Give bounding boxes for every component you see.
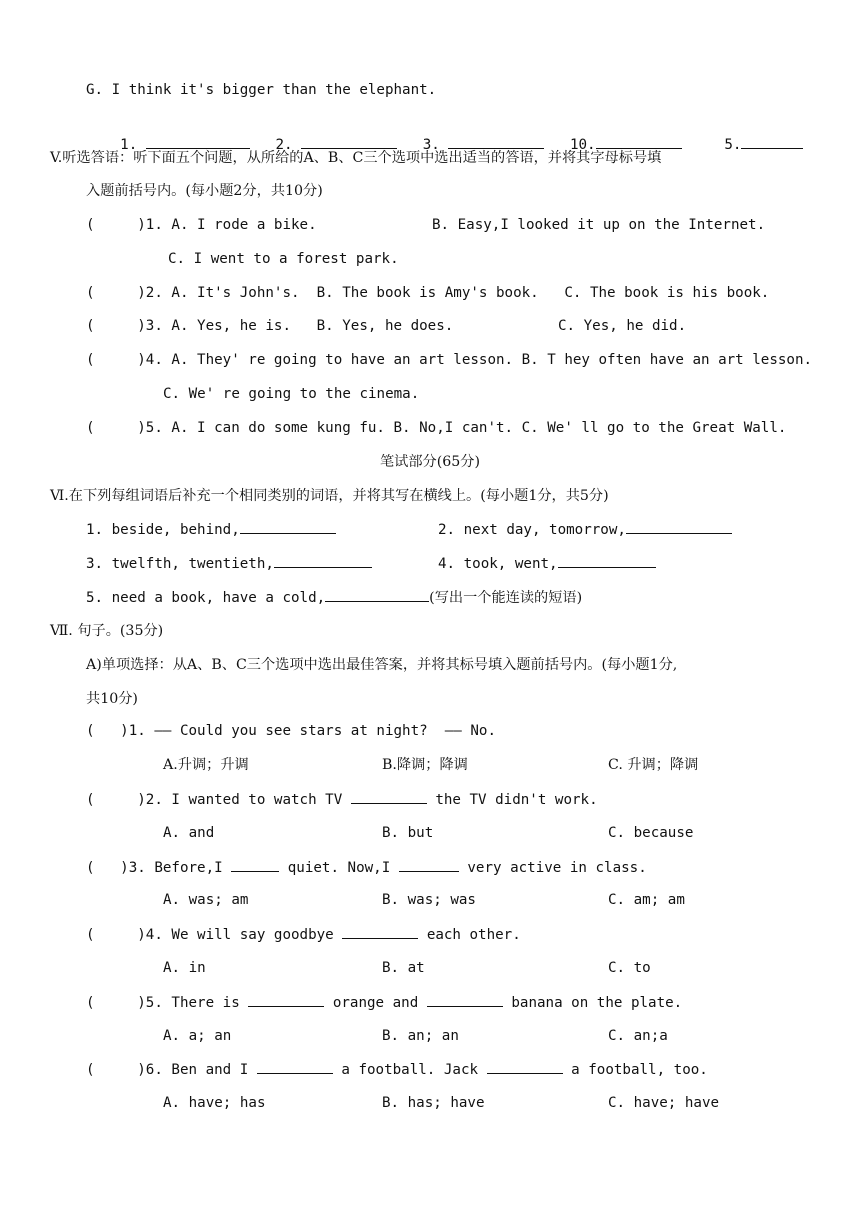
answer-label-1: 1. — [120, 137, 138, 153]
s7-q2-option-a: A. and — [163, 825, 215, 841]
s5-q1: ( )1. A. I rode a bike. — [86, 217, 317, 233]
s7-q3-blank-2[interactable] — [399, 857, 459, 872]
s7-q2-text-end: the TV didn't work. — [435, 792, 598, 808]
s7-q4-text-end: each other. — [426, 927, 521, 943]
s7-q5-text: ( )5. There is — [86, 995, 240, 1011]
s7-q3-blank-1[interactable] — [231, 857, 279, 872]
s7-q4-blank[interactable] — [342, 924, 418, 939]
answer-blank-10[interactable] — [596, 134, 682, 149]
section-6-title: Ⅵ.在下列每组词语后补充一个相同类别的词语，并将其写在横线上。(每小题1分，共5分) — [50, 488, 609, 504]
answer-blank-2[interactable] — [301, 134, 397, 149]
s7-q3-text: ( )3. Before,I — [86, 860, 223, 876]
answer-label-3: 3. — [422, 137, 440, 153]
written-part-heading: 笔试部分(65分) — [379, 454, 481, 470]
s7-q1-option-c: C. 升调；降调 — [608, 757, 699, 773]
answer-label-10: 10. — [569, 137, 596, 153]
s7-q3-text-mid: quiet. Now,I — [287, 860, 391, 876]
s7-q6-blank-1[interactable] — [257, 1059, 333, 1074]
s7-q3 — [86, 857, 647, 878]
s6-item-5 — [86, 587, 582, 608]
s7-q1: ( )1. —— Could you see stars at night? —— No. — [86, 723, 496, 739]
section-7-sub-title-cont: 共10分) — [86, 691, 138, 707]
s7-q3-option-a: A. was; am — [163, 892, 249, 908]
s6-item-1 — [86, 519, 336, 540]
s7-q6-blank-2[interactable] — [487, 1059, 563, 1074]
answer-blank-5[interactable] — [741, 134, 803, 149]
s5-q3: ( )3. A. Yes, he is. B. Yes, he does. — [86, 318, 454, 334]
s7-q3-text-end: very active in class. — [467, 860, 647, 876]
s7-q6-text: ( )6. Ben and I — [86, 1062, 249, 1078]
s7-q2-option-b: B. but — [382, 825, 434, 841]
s6-item-2-text: 2. next day, tomorrow, — [438, 522, 626, 538]
s7-q6 — [86, 1059, 708, 1080]
s5-q2: ( )2. A. It's John's. B. The book is Amy's book. C. The book is his book. — [86, 285, 770, 301]
s7-q1-option-a: A.升调；升调 — [163, 757, 249, 773]
s7-q6-option-b: B. has; have — [382, 1095, 485, 1111]
s6-blank-5[interactable] — [325, 587, 429, 602]
s6-blank-1[interactable] — [240, 519, 336, 534]
answer-blank-1[interactable] — [146, 134, 250, 149]
s7-q6-option-c: C. have; have — [608, 1095, 720, 1111]
s5-q5: ( )5. A. I can do some kung fu. B. No,I can't. C. We' ll go to the Great Wall. — [86, 420, 787, 436]
s6-item-5-note: (写出一个能连读的短语) — [429, 590, 583, 606]
s6-item-1-text: 1. beside, behind, — [86, 522, 240, 538]
s7-q4-option-a: A. in — [163, 960, 206, 976]
s5-q4-option-c: C. We' re going to the cinema. — [163, 386, 420, 402]
answer-label-2: 2. — [275, 137, 293, 153]
s7-q5-text-end: banana on the plate. — [511, 995, 683, 1011]
answer-label-5: 5. — [724, 137, 742, 153]
s7-q5-blank-2[interactable] — [427, 992, 503, 1007]
s7-q4-option-b: B. at — [382, 960, 425, 976]
s5-q1-option-b: B. Easy,I looked it up on the Internet. — [432, 217, 766, 233]
s7-q5 — [86, 992, 682, 1013]
s6-item-3 — [86, 553, 372, 574]
s7-q5-text-mid: orange and — [332, 995, 419, 1011]
s6-blank-4[interactable] — [558, 553, 656, 568]
section-7-sub-title: A)单项选择：从A、B、C三个选项中选出最佳答案，并将其标号填入题前括号内。(每小题1分, — [86, 657, 678, 673]
s7-q6-text-mid: a football. Jack — [341, 1062, 479, 1078]
s5-q1-option-c: C. I went to a forest park. — [168, 251, 399, 267]
s7-q5-option-b: B. an; an — [382, 1028, 459, 1044]
s7-q6-option-a: A. have; has — [163, 1095, 266, 1111]
s7-q2-blank[interactable] — [351, 789, 427, 804]
s7-q3-option-b: B. was; was — [382, 892, 476, 908]
s7-q2-text: ( )2. I wanted to watch TV — [86, 792, 343, 808]
s7-q4-option-c: C. to — [608, 960, 651, 976]
s7-q4-text: ( )4. We will say goodbye — [86, 927, 334, 943]
section-5-title: V.听选答语：听下面五个问题，从所给的A、B、C三个选项中选出适当的答语，并将其字母标号填 — [50, 150, 662, 166]
s6-item-4 — [438, 553, 656, 574]
s6-blank-2[interactable] — [626, 519, 732, 534]
s7-q2 — [86, 789, 598, 810]
s6-item-2 — [438, 519, 732, 540]
s7-q6-text-end: a football, too. — [571, 1062, 708, 1078]
section-5-title-cont: 入题前括号内。(每小题2分，共10分) — [86, 183, 323, 199]
s7-q1-option-b: B.降调；降调 — [382, 757, 468, 773]
option-g: G. I think it's bigger than the elephant. — [86, 82, 437, 98]
s6-item-5-text: 5. need a book, have a cold, — [86, 590, 326, 606]
s6-item-4-text: 4. took, went, — [438, 556, 558, 572]
s7-q5-option-c: C. an;a — [608, 1028, 668, 1044]
s7-q3-option-c: C. am; am — [608, 892, 685, 908]
s7-q5-blank-1[interactable] — [248, 992, 324, 1007]
s7-q5-option-a: A. a; an — [163, 1028, 232, 1044]
answer-blank-3[interactable] — [448, 134, 544, 149]
s5-q4: ( )4. A. They' re going to have an art lesson. B. T hey often have an art lesson. — [86, 352, 813, 368]
s7-q2-option-c: C. because — [608, 825, 694, 841]
section-7-title: Ⅶ. 句子。(35分) — [50, 623, 164, 639]
s6-blank-3[interactable] — [274, 553, 372, 568]
s7-q4 — [86, 924, 521, 945]
s5-q3-option-c: C. Yes, he did. — [558, 318, 687, 334]
s6-item-3-text: 3. twelfth, twentieth, — [86, 556, 274, 572]
